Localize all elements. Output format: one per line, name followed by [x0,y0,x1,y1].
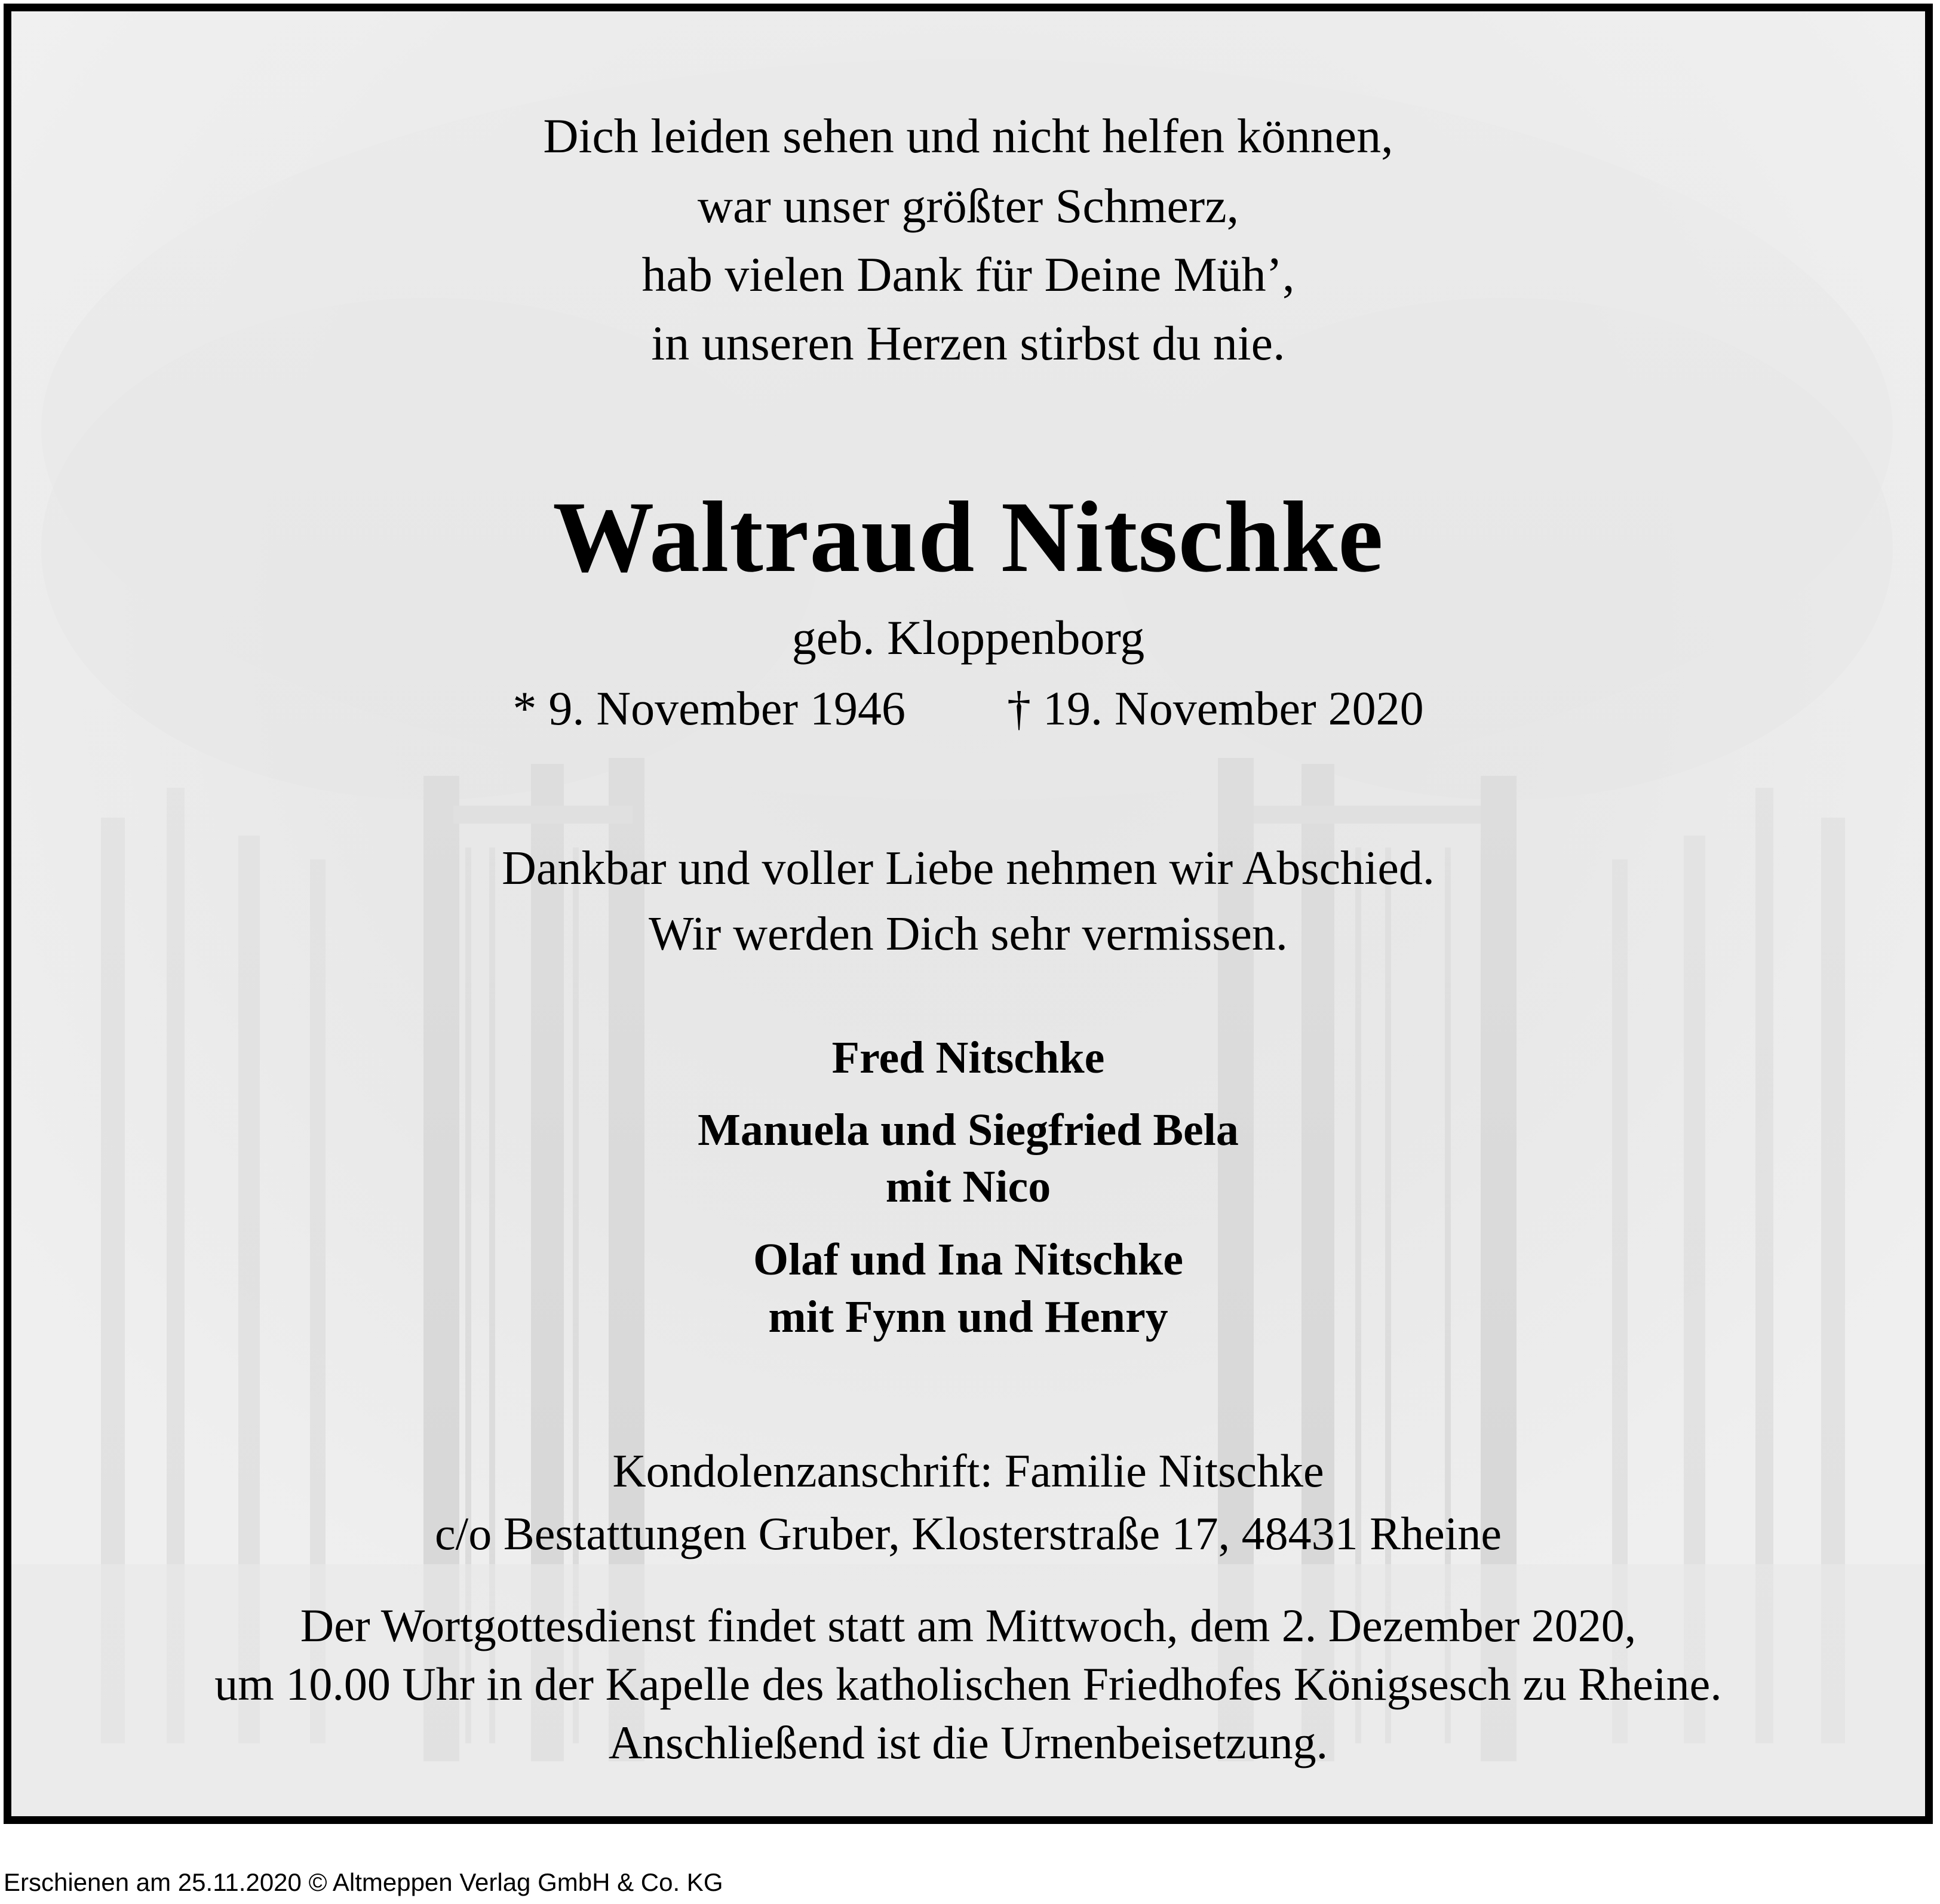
condolence-address: c/o Bestattungen Gruber, Klosterstraße 17, 48431 Rheine [434,1507,1502,1559]
service-info: Anschließend ist die Urnenbeisetzung. [608,1716,1328,1768]
death-date: † 19. November 2020 [1007,683,1424,735]
farewell-line: Dankbar und voller Liebe nehmen wir Abschied. [502,842,1435,895]
poem-line: hab vielen Dank für Deine Müh’, [641,247,1295,302]
obituary-notice [4,4,1933,1824]
deceased-name: Waltraud Nitschke [552,481,1384,593]
condolence-address: Kondolenzanschrift: Familie Nitschke [612,1445,1324,1497]
life-dates [11,685,1925,733]
service-info: Der Wortgottesdienst findet statt am Mittwoch, dem 2. Dezember 2020, [300,1599,1637,1651]
farewell-line: Wir werden Dich sehr vermissen. [649,908,1288,960]
mourner-name: Manuela und Siegfried Bela [698,1105,1239,1155]
service-info: um 10.00 Uhr in der Kapelle des katholischen Friedhofes Königsesch zu Rheine. [214,1658,1722,1710]
mourner-name: Fred Nitschke [831,1033,1105,1083]
notice-content [11,11,1925,1816]
mourner-name: mit Nico [885,1162,1051,1212]
birth-date: * 9. November 1946 [512,683,905,735]
publication-credit: Erschienen am 25.11.2020 © Altmeppen Verlag GmbH & Co. KG [4,1868,723,1896]
poem-line: in unseren Herzen stirbst du nie. [651,316,1285,370]
mourner-name: mit Fynn und Henry [768,1292,1168,1342]
mourner-name: Olaf und Ina Nitschke [753,1234,1184,1285]
poem-line: war unser größter Schmerz, [697,179,1239,233]
maiden-name: geb. Kloppenborg [791,610,1145,665]
poem-line: Dich leiden sehen und nicht helfen können, [543,109,1393,163]
